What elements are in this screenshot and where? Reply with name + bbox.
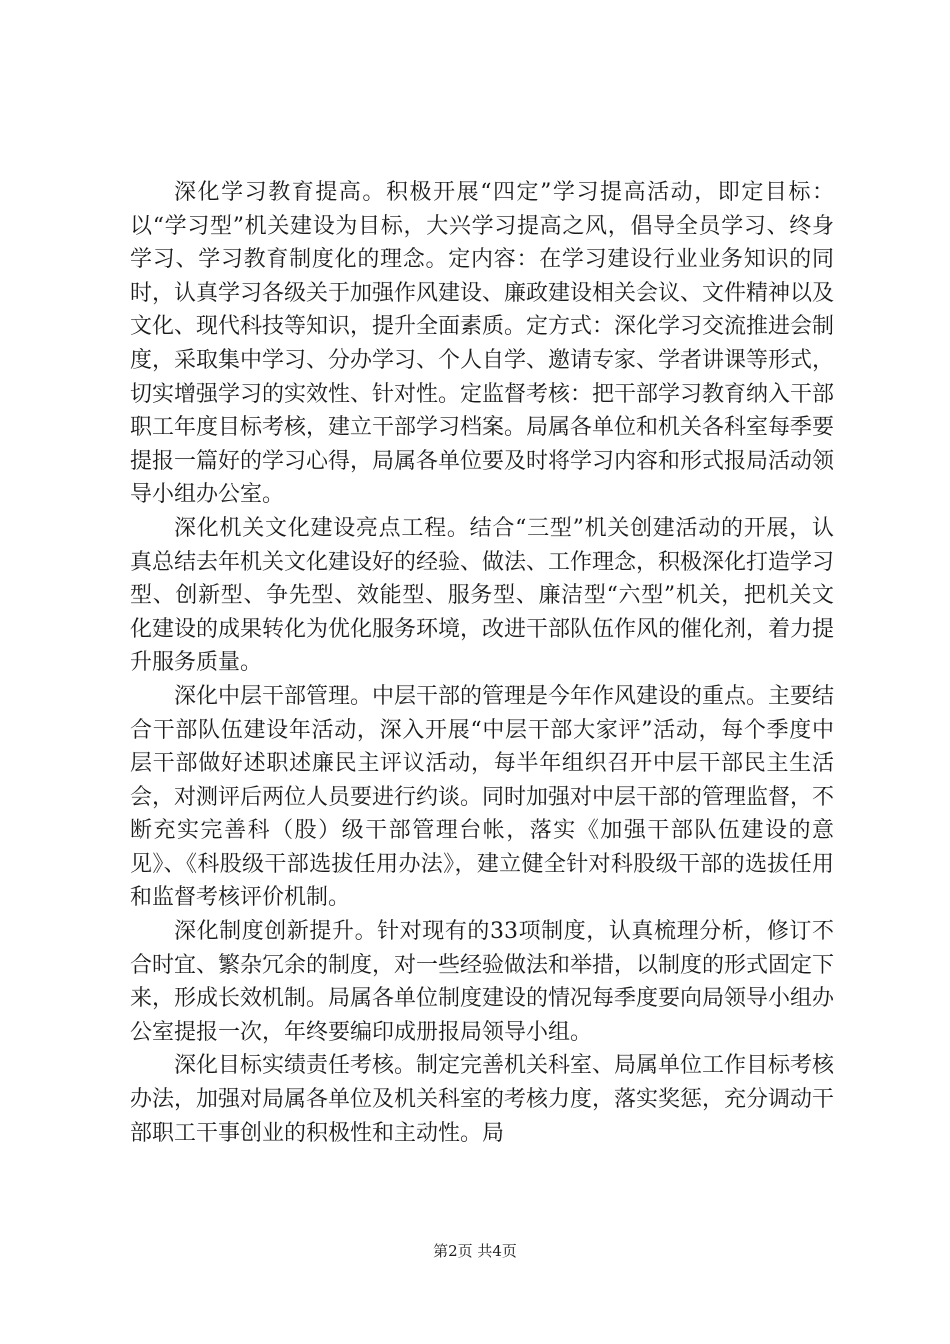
- paragraph-middle-cadre-management: 深化中层干部管理。中层干部的管理是今年作风建设的重点。主要结合干部队伍建设年活动，深入开展“中层干部大家评”活动，每个季度中层干部做好述职述廉民主评议活动，每半年组织召开中层干部民主生活会，对测评后两位人员要进行约谈。同时加强对中层干部的管理监督，不断充实完善科（股）级干部管理台帐，落实《加强干部队伍建设的意见》、《科股级干部选拔任用办法》，建立健全针对科股级干部的选拔任用和监督考核评价机制。: [130, 683, 835, 911]
- paragraph-system-innovation: 深化制度创新提升。针对现有的33项制度，认真梳理分析，修订不合时宜、繁杂冗余的制度，对一些经验做法和举措，以制度的形式固定下来，形成长效机制。局属各单位制度建设的情况每季度要向局领导小组办公室提报一次，年终要编印成册报局领导小组。: [130, 919, 835, 1045]
- document-body: [130, 176, 834, 1150]
- page-number-footer: 第2页 共4页: [433, 1242, 517, 1260]
- paragraph-organ-culture: 深化机关文化建设亮点工程。结合“三型”机关创建活动的开展，认真总结去年机关文化建设好的经验、做法、工作理念，积极深化打造学习型、创新型、争先型、效能型、服务型、廉洁型“六型”机关，把机关文化建设的成果转化为优化服务环境，改进干部队伍作风的催化剂，着力提升服务质量。: [130, 515, 835, 676]
- paragraph-target-assessment: 深化目标实绩责任考核。制定完善机关科室、局属单位工作目标考核办法，加强对局属各单位及机关科室的考核力度，落实奖惩，充分调动干部职工干事创业的积极性和主动性。局: [130, 1053, 835, 1146]
- paragraph-study-education: 深化学习教育提高。积极开展“四定”学习提高活动，即定目标：以“学习型”机关建设为目标，大兴学习提高之风，倡导全员学习、终身学习、学习教育制度化的理念。定内容：在学习建设行业业务知识的同时，认真学习各级关于加强作风建设、廉政建设相关会议、文件精神以及文化、现代科技等知识，提升全面素质。定方式：深化学习交流推进会制度，采取集中学习、分办学习、个人自学、邀请专家、学者讲课等形式，切实增强学习的实效性、针对性。定监督考核：把干部学习教育纳入干部职工年度目标考核，建立干部学习档案。局属各单位和机关各科室每季要提报一篇好的学习心得，局属各单位要及时将学习内容和形式报局活动领导小组办公室。: [130, 180, 835, 508]
